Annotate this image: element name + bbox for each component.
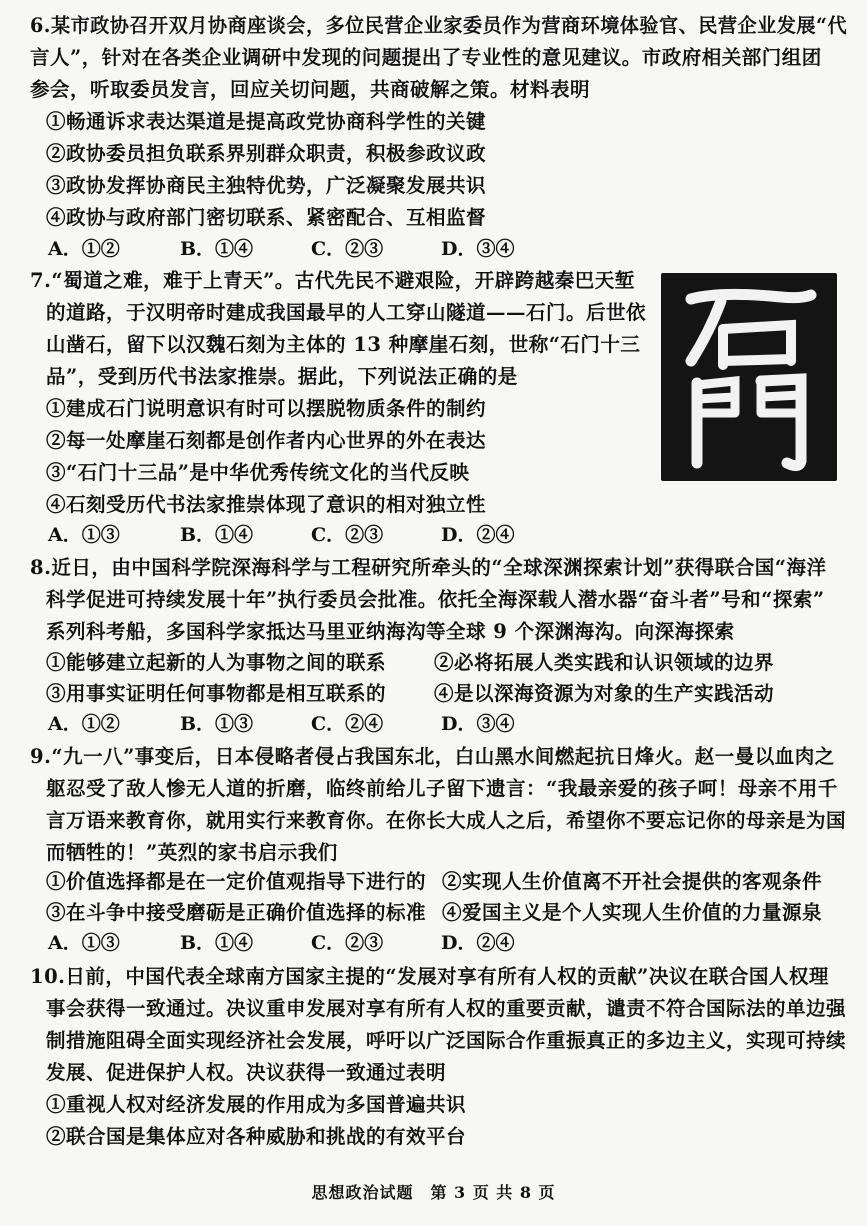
q6-line: 参会，听取委员发言，回应关切问题，共商破解之策。材料表明: [30, 78, 591, 101]
q6-line: 6.某市政协召开双月协商座谈会，多位民营企业家委员作为营商环境体验官、民营企业发展“代: [30, 14, 848, 37]
q8-choice: ②必将拓展人类实践和认识领域的边界: [434, 651, 775, 674]
option-c: C．②③: [311, 932, 384, 954]
q8-choice: ③用事实证明任何事物都是相互联系的: [46, 682, 387, 705]
q10-line: 制措施阻碍全面实现经济社会发展，呼吁以广泛国际合作重振真正的多边主义，实现可持续: [46, 1029, 847, 1052]
option-a: A．①②: [48, 713, 120, 735]
option-d: D．②④: [441, 524, 515, 546]
option-d: D．③④: [441, 713, 515, 735]
q7-choice: ③“石门十三品”是中华优秀传统文化的当代反映: [46, 461, 470, 484]
q10-line: 事会获得一致通过。决议重申发展对享有所有人权的重要贡献，谴责不符合国际法的单边强: [46, 997, 847, 1020]
q7-line: 的道路，于汉明帝时建成我国最早的人工穿山隧道——石门。后世依: [46, 301, 647, 324]
q9-choice: ③在斗争中接受磨砺是正确价值选择的标准: [46, 901, 427, 924]
option-c: C．②③: [311, 238, 384, 260]
page-footer: 思想政治试题 第 3 页 共 8 页: [311, 1183, 556, 1202]
option-a: A．①③: [48, 524, 120, 546]
q10-choice: ②联合国是集体应对各种威胁和挑战的有效平台: [46, 1125, 467, 1148]
q7-line: 山凿石，留下以汉魏石刻为主体的 13 种摩崖石刻，世称“石门十三: [46, 333, 641, 356]
q9-line: 躯忍受了敌人惨无人道的折磨，临终前给儿子留下遗言：“我最亲爱的孩子呵！母亲不用千: [46, 777, 838, 800]
q8-line: 科学促进可持续发展十年”执行委员会批准。依托全海深载人潜水器“奋斗者”号和“探索”: [46, 588, 825, 611]
q9-choice: ②实现人生价值离不开社会提供的客观条件: [442, 870, 823, 893]
stone-gate-calligraphy-image: [661, 273, 837, 481]
option-a: A．①③: [48, 932, 120, 954]
q9-choice: ①价值选择都是在一定价值观指导下进行的: [46, 870, 427, 893]
option-d: D．③④: [441, 238, 515, 260]
option-b: B．①④: [180, 524, 254, 546]
option-a: A．①②: [48, 238, 120, 260]
q7-line: 品”，受到历代书法家推崇。据此，下列说法正确的是: [46, 365, 518, 388]
q9-line: 而牺牲的！”英烈的家书启示我们: [46, 841, 338, 864]
calligraphy-glyphs: [661, 273, 837, 481]
q8-choice: ①能够建立起新的人为事物之间的联系: [46, 651, 387, 674]
option-b: B．①④: [180, 932, 254, 954]
option-c: C．②④: [311, 713, 384, 735]
q7-choice: ④石刻受历代书法家推崇体现了意识的相对独立性: [46, 493, 487, 516]
q6-choice: ④政协与政府部门密切联系、紧密配合、互相监督: [46, 206, 487, 229]
q7-line: 7.“蜀道之难，难于上青天”。古代先民不避艰险，开辟跨越秦巴天堑: [30, 269, 635, 292]
q8-line: 系列科考船，多国科学家抵达马里亚纳海沟等全球 9 个深渊海沟。向深海探索: [46, 620, 735, 643]
option-b: B．①④: [180, 238, 254, 260]
q7-choice: ②每一处摩崖石刻都是创作者内心世界的外在表达: [46, 429, 487, 452]
q10-line: 10.日前，中国代表全球南方国家主提的“发展对享有所有人权的贡献”决议在联合国人权理: [30, 965, 829, 988]
q6-line: 言人”，针对在各类企业调研中发现的问题提出了专业性的意见建议。市政府相关部门组团: [30, 46, 822, 69]
q6-choice: ③政协发挥协商民主独特优势，广泛凝聚发展共识: [46, 174, 487, 197]
q9-line: 言万语来教育你，就用实行来教育你。在你长大成人之后，希望你不要忘记你的母亲是为国: [46, 809, 847, 832]
q8-line: 8.近日，由中国科学院深海科学与工程研究所牵头的“全球深渊探索计划”获得联合国“海洋: [30, 556, 827, 579]
q8-choice: ④是以深海资源为对象的生产实践活动: [434, 682, 775, 705]
q7-choice: ①建成石门说明意识有时可以摆脱物质条件的制约: [46, 397, 487, 420]
q9-choice: ④爱国主义是个人实现人生价值的力量源泉: [442, 901, 823, 924]
option-c: C．②③: [311, 524, 384, 546]
q6-choice: ②政协委员担负联系界别群众职责，积极参政议政: [46, 142, 487, 165]
q9-line: 9.“九一八”事变后，日本侵略者侵占我国东北，白山黑水间燃起抗日烽火。赵一曼以血肉之: [30, 745, 835, 768]
option-d: D．②④: [441, 932, 515, 954]
q10-choice: ①重视人权对经济发展的作用成为多国普遍共识: [46, 1093, 467, 1116]
q6-choice: ①畅通诉求表达渠道是提高政党协商科学性的关键: [46, 110, 487, 133]
option-b: B．①③: [180, 713, 254, 735]
q10-line: 发展、促进保护人权。决议获得一致通过表明: [46, 1061, 447, 1084]
